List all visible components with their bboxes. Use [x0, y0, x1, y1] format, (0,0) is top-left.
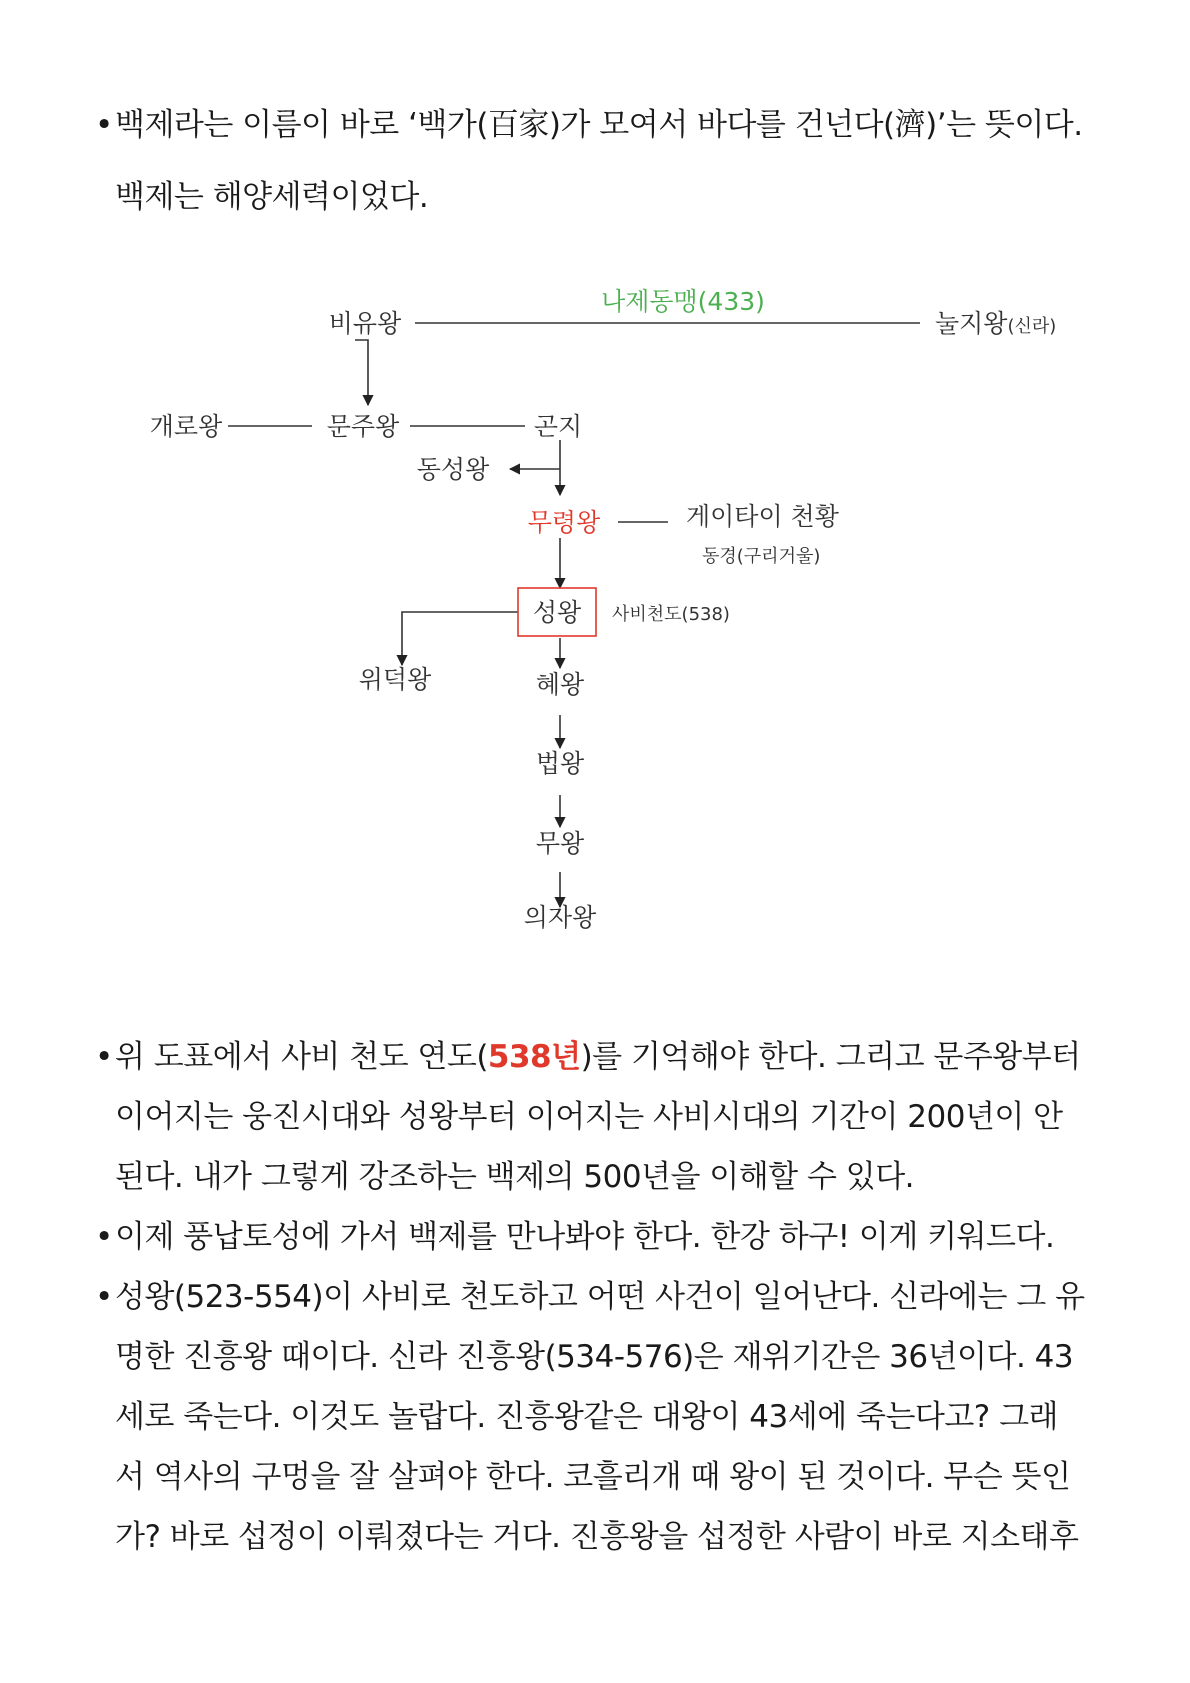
node-dongyeong: 동경(구리거울) [702, 546, 821, 567]
node-muryeong: 무령왕 [527, 508, 601, 537]
node-dongseong: 동성왕 [416, 455, 490, 484]
p3-line-4: 서 역사의 구멍을 잘 살펴야 한다. 코흘리개 때 왕이 된 것이다. 무슨 뜻인 [115, 1459, 1071, 1495]
baekje-genealogy-diagram [0, 270, 1190, 970]
bullet: • [95, 1219, 113, 1255]
alliance-label: 나제동맹(433) [601, 287, 765, 316]
node-geitai: 게이타이 천황 [686, 502, 839, 531]
bullet: • [95, 1039, 113, 1075]
seong-to-wideok-arrow [402, 612, 518, 665]
biyu-to-munju-arrow [355, 340, 368, 405]
p3-line-2: 명한 진흥왕 때이다. 신라 진흥왕(534-576)은 재위기간은 36년이다. 43 [115, 1339, 1074, 1375]
node-gonji: 곤지 [533, 412, 583, 441]
node-mu: 무왕 [535, 829, 585, 858]
p1-line-2: 이어지는 웅진시대와 성왕부터 이어지는 사비시대의 기간이 200년이 안 [115, 1099, 1063, 1135]
intro-line-1: •백제라는 이름이 바로 ‘백가(百家)가 모여서 바다를 건넌다(濟)’는 뜻이다. [95, 95, 1105, 155]
bullet: • [95, 107, 113, 143]
intro-paragraph [95, 95, 1105, 227]
node-munju: 문주왕 [326, 412, 400, 441]
node-wideok: 위덕왕 [358, 665, 432, 694]
p2-line-1: •이제 풍납토성에 가서 백제를 만나봐야 한다. 한강 하구! 이게 키워드다. [95, 1207, 1105, 1267]
p1-line-3: 된다. 내가 그렇게 강조하는 백제의 500년을 이해할 수 있다. [115, 1159, 915, 1195]
node-beop: 법왕 [535, 749, 585, 778]
node-uija: 의자왕 [523, 903, 597, 932]
p3-line-3: 세로 죽는다. 이것도 놀랍다. 진흥왕같은 대왕이 43세에 죽는다고? 그래 [115, 1399, 1058, 1435]
p1-line-1: •위 도표에서 사비 천도 연도(538년)를 기억해야 한다. 그리고 문주왕부터 [95, 1027, 1105, 1087]
bullet: • [95, 1279, 113, 1315]
intro-line-2: 백제는 해양세력이었다. [115, 179, 429, 215]
highlight-year: 538년 [487, 1039, 581, 1075]
node-nulji-note: (신라) [1007, 316, 1057, 337]
p3-line-1: •성왕(523-554)이 사비로 천도하고 어떤 사건이 일어난다. 신라에는 그 유 [95, 1267, 1105, 1327]
node-nulji: 눌지왕 [935, 309, 1008, 338]
body-paragraphs [95, 1027, 1105, 1567]
node-nulji-group [935, 309, 1056, 338]
node-sabi: 사비천도(538) [612, 604, 730, 625]
p3-line-5: 가? 바로 섭정이 이뤄졌다는 거다. 진흥왕을 섭정한 사람이 바로 지소태후 [115, 1519, 1079, 1555]
node-hye: 혜왕 [535, 670, 585, 699]
node-seong: 성왕 [532, 598, 582, 627]
node-biyu: 비유왕 [328, 309, 402, 338]
node-gaero: 개로왕 [149, 412, 223, 441]
